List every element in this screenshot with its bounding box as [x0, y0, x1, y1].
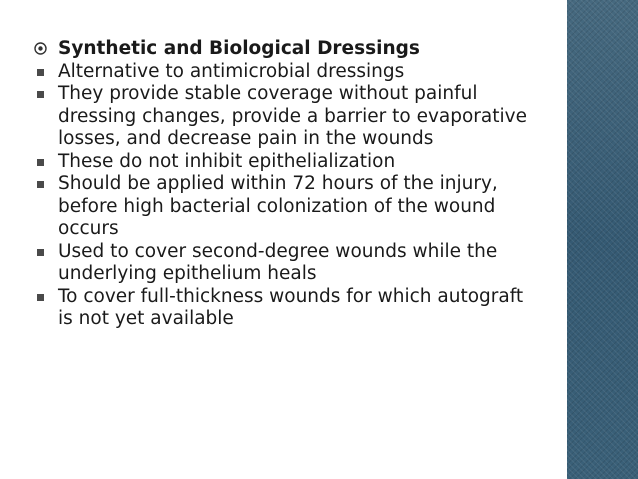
bullet-text: To cover full-thickness wounds for which autograft is not yet available	[58, 285, 524, 329]
bullet-item	[34, 241, 534, 286]
square-bullet-icon	[37, 249, 44, 256]
decorative-sidebar	[567, 0, 638, 479]
square-bullet-icon	[37, 91, 44, 98]
bullet-item	[34, 286, 534, 331]
slide-content	[34, 38, 534, 331]
square-bullet-icon	[37, 159, 44, 166]
slide-heading	[34, 38, 534, 61]
square-bullet-icon	[37, 181, 44, 188]
bullet-text: Used to cover second-degree wounds while the underlying epithelium heals	[58, 240, 498, 284]
bullet-item	[34, 83, 534, 151]
bullet-item	[34, 173, 534, 241]
target-bullet-icon	[34, 42, 47, 55]
bullet-text: They provide stable coverage without painful dressing changes, provide a barrier to evaporative losses, and decrease pain in the wounds	[58, 83, 527, 149]
bullet-item	[34, 151, 534, 174]
slide-heading-text: Synthetic and Biological Dressings	[58, 38, 420, 59]
bullet-text: Should be applied within 72 hours of the injury, before high bacterial colonization of the wound occurs	[58, 173, 498, 239]
bullet-text: These do not inhibit epithelialization	[58, 150, 396, 172]
bullet-text: Alternative to antimicrobial dressings	[58, 60, 405, 82]
square-bullet-icon	[37, 69, 44, 76]
square-bullet-icon	[37, 294, 44, 301]
bullet-item	[34, 61, 534, 84]
